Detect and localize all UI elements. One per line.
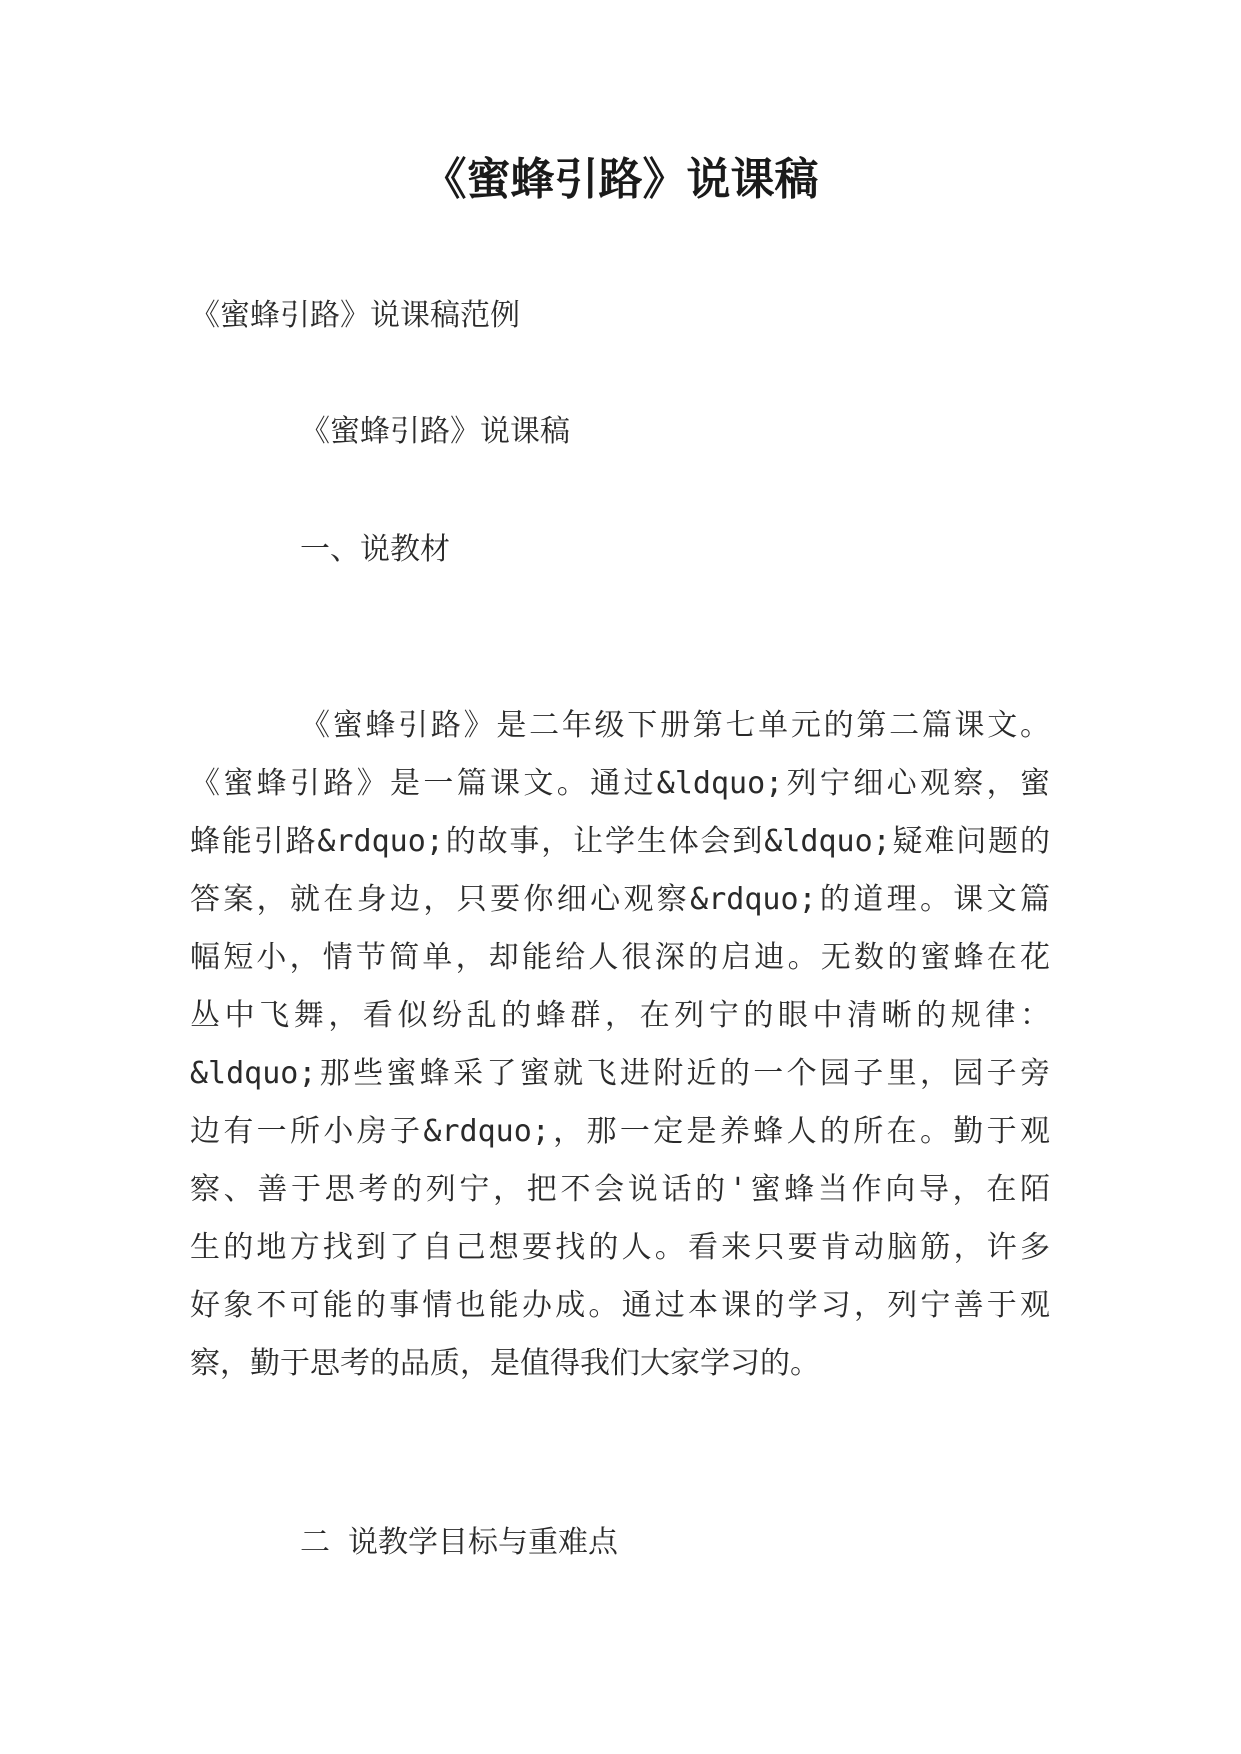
body-line: &ldquo;那些蜜蜂采了蜜就飞进附近的一个园子里，园子旁	[190, 1056, 1050, 1091]
section-heading-teaching-material: 一、说教材	[300, 532, 450, 567]
body-line: 察、善于思考的列宁，把不会说话的'蜜蜂当作向导，在陌	[190, 1172, 1050, 1207]
body-line: 幅短小，情节简单，却能给人很深的启迪。无数的蜜蜂在花	[190, 940, 1050, 975]
body-line: 生的地方找到了自己想要找的人。看来只要肯动脑筋，许多	[190, 1230, 1050, 1265]
body-line: 察，勤于思考的品质，是值得我们大家学习的。	[190, 1346, 820, 1381]
body-line: 蜂能引路&rdquo;的故事，让学生体会到&ldquo;疑难问题的	[190, 824, 1050, 859]
body-line: 《蜜蜂引路》是二年级下册第七单元的第二篇课文。	[300, 708, 1050, 743]
body-line: 答案，就在身边，只要你细心观察&rdquo;的道理。课文篇	[190, 882, 1050, 917]
page-title: 《蜜蜂引路》说课稿	[422, 154, 819, 205]
body-line: 《蜜蜂引路》是一篇课文。通过&ldquo;列宁细心观察，蜜	[190, 766, 1050, 801]
body-line: 好象不可能的事情也能办成。通过本课的学习，列宁善于观	[190, 1288, 1050, 1323]
inner-title: 《蜜蜂引路》说课稿	[300, 414, 570, 449]
body-paragraph	[190, 697, 1050, 1393]
document-subtitle: 《蜜蜂引路》说课稿范例	[190, 298, 520, 333]
section-heading-teaching-goals: 二 说教学目标与重难点	[300, 1525, 619, 1560]
body-line: 边有一所小房子&rdquo;，那一定是养蜂人的所在。勤于观	[190, 1114, 1050, 1149]
body-line: 丛中飞舞，看似纷乱的蜂群，在列宁的眼中清晰的规律：	[190, 998, 1050, 1033]
